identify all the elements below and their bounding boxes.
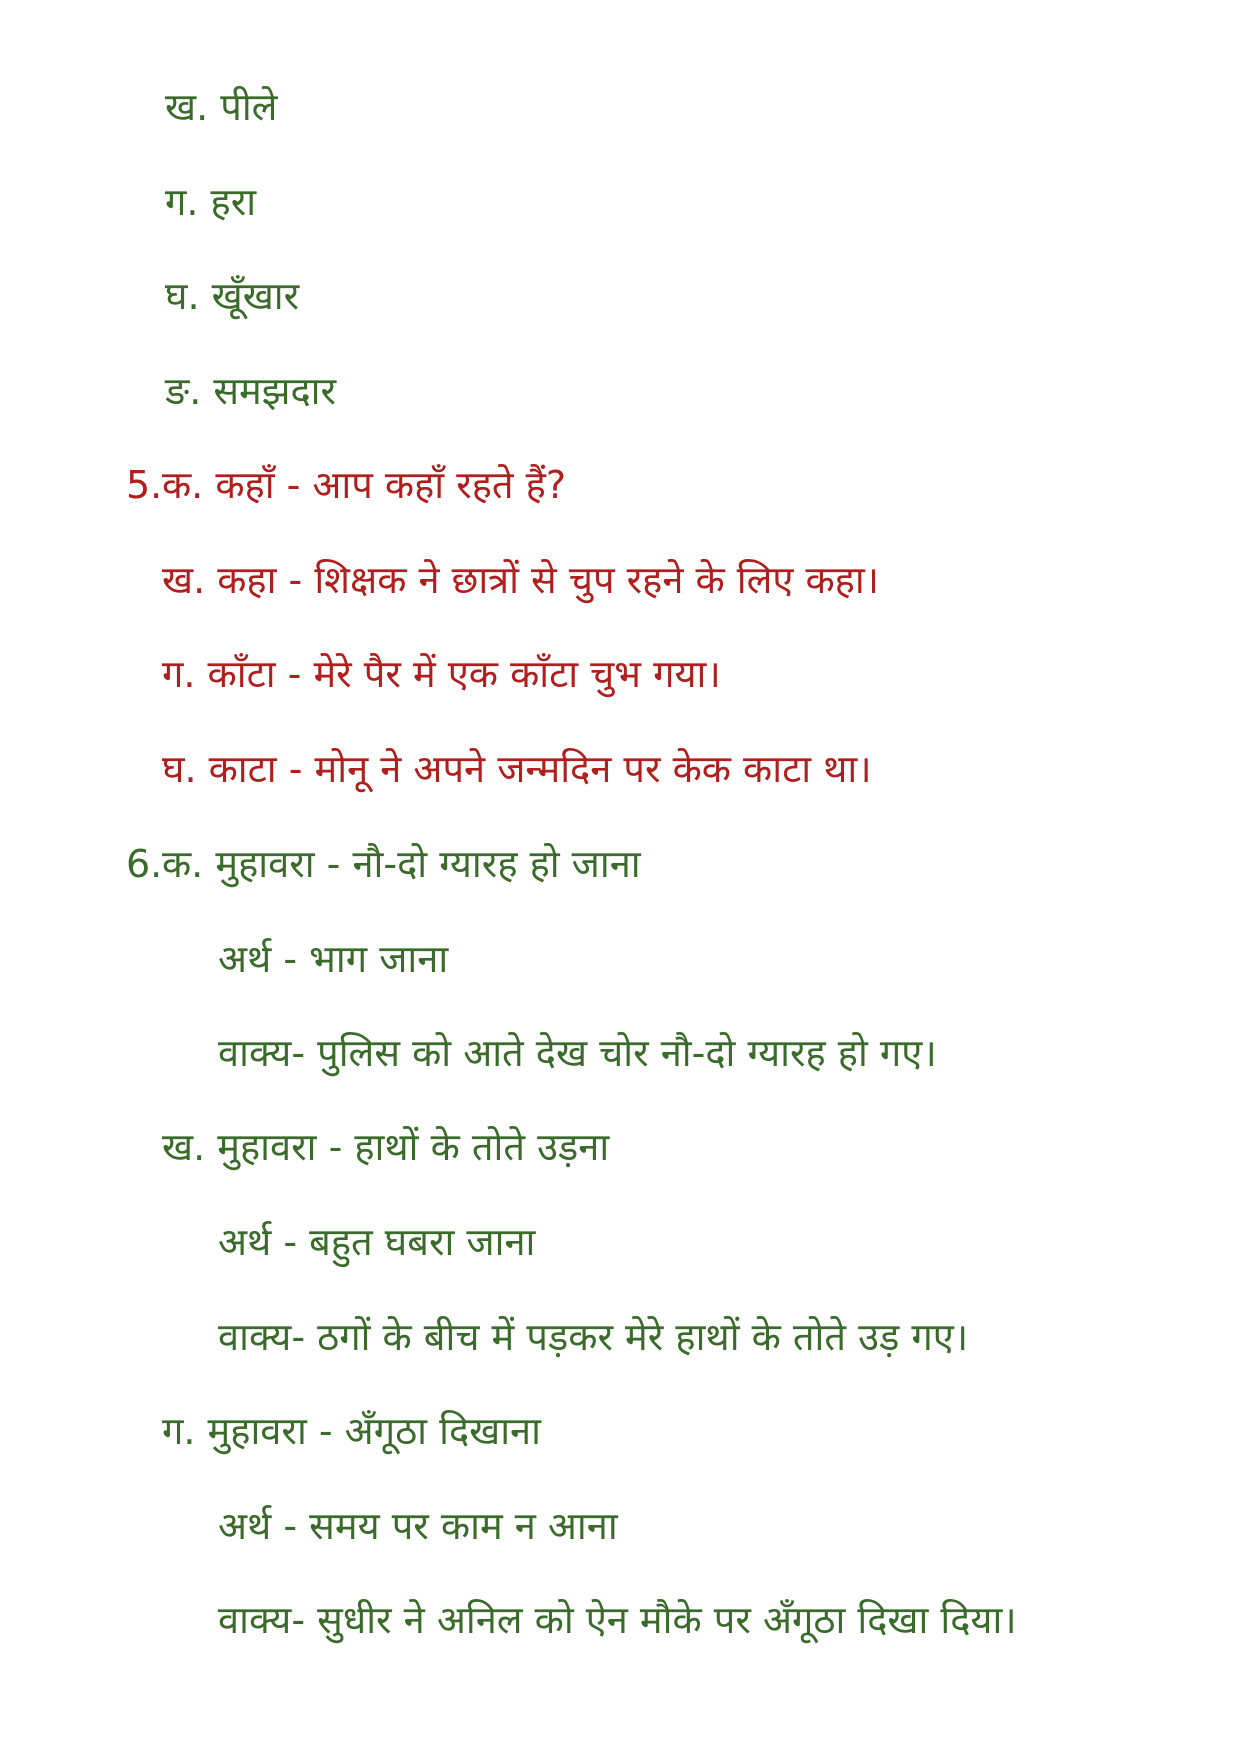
q6-kha-vakya: वाक्य- ठगों के बीच में पड़कर मेरे हाथों के तोते उड़ गए। bbox=[218, 1315, 969, 1359]
q5-item-ka: क. कहाँ - आप कहाँ रहते हैं? bbox=[162, 463, 567, 507]
q5-item-gha: घ. काटा - मोनू ने अपने जन्मदिन पर केक काटा था। bbox=[162, 747, 872, 791]
q6-number: 6. bbox=[126, 842, 163, 886]
q4-option-ga: ग. हरा bbox=[165, 180, 257, 224]
q4-option-nga: ङ. समझदार bbox=[165, 369, 337, 413]
q5-item-kha: ख. कहा - शिक्षक ने छात्रों से चुप रहने के लिए कहा। bbox=[162, 558, 880, 602]
q5-item-ga: ग. काँटा - मेरे पैर में एक काँटा चुभ गया। bbox=[162, 652, 721, 696]
q6-kha-muhavara: ख. मुहावरा - हाथों के तोते उड़ना bbox=[162, 1125, 610, 1169]
q6-ga-arth: अर्थ - समय पर काम न आना bbox=[218, 1504, 618, 1548]
q5-number: 5. bbox=[126, 463, 163, 507]
q6-ga-vakya: वाक्य- सुधीर ने अनिल को ऐन मौके पर अँगूठा दिखा दिया। bbox=[218, 1598, 1017, 1642]
q6-ka-vakya: वाक्य- पुलिस को आते देख चोर नौ-दो ग्यारह हो गए। bbox=[218, 1031, 937, 1075]
q6-ka-muhavara: क. मुहावरा - नौ-दो ग्यारह हो जाना bbox=[162, 842, 641, 886]
q4-option-kha: ख. पीले bbox=[165, 85, 278, 129]
q6-ga-muhavara: ग. मुहावरा - अँगूठा दिखाना bbox=[162, 1409, 541, 1453]
q4-option-gha: घ. खूँखार bbox=[165, 274, 300, 318]
q6-kha-arth: अर्थ - बहुत घबरा जाना bbox=[218, 1220, 536, 1264]
q6-ka-arth: अर्थ - भाग जाना bbox=[218, 937, 449, 981]
